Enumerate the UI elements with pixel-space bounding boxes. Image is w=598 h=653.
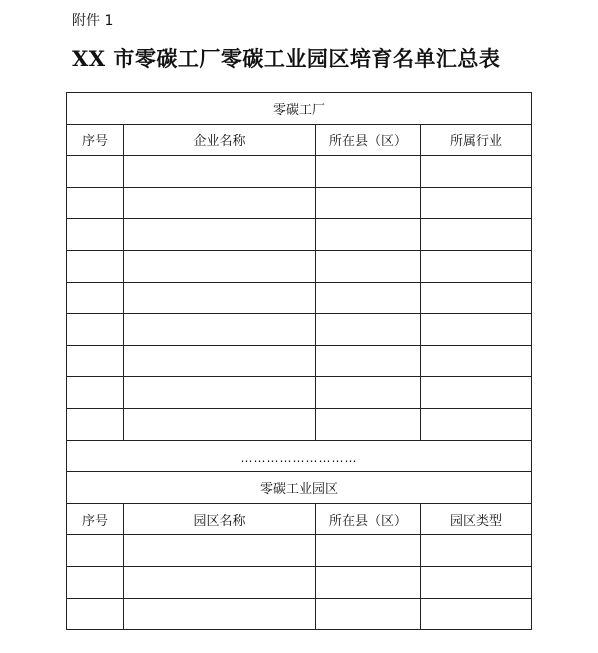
park-col-park-type: 园区类型: [421, 503, 532, 535]
factory-col-industry: 所属行业: [421, 124, 532, 156]
attachment-label: 附件 1: [72, 13, 114, 29]
factory-table-cell: [67, 250, 124, 282]
factory-table-cell: [124, 377, 316, 409]
factory-table-row: [67, 314, 532, 346]
factory-table-row: [67, 377, 532, 409]
factory-table-cell: [124, 282, 316, 314]
factory-table-cell: [316, 156, 421, 188]
factory-table-cell: [421, 282, 532, 314]
factory-table-cell: [421, 219, 532, 251]
factory-table-cell: [316, 377, 421, 409]
factory-table-cell: [316, 345, 421, 377]
factory-table-row: [67, 345, 532, 377]
park-col-index: 序号: [67, 503, 124, 535]
park-col-county: 所在县（区）: [316, 503, 421, 535]
factory-table-cell: [67, 314, 124, 346]
ellipsis-cell: [67, 440, 532, 472]
park-table-cell: [67, 535, 124, 567]
factory-table-cell: [316, 408, 421, 440]
park-table-cell: [124, 535, 316, 567]
factory-table-row: [67, 282, 532, 314]
park-table-cell: [421, 535, 532, 567]
factory-table-cell: [124, 156, 316, 188]
factory-table-cell: [421, 250, 532, 282]
factory-table-cell: [67, 345, 124, 377]
park-table-cell: [124, 598, 316, 630]
factory-table-cell: [421, 408, 532, 440]
factory-table-row: [67, 187, 532, 219]
document-title: XX 市零碳工厂零碳工业园区培育名单汇总表: [72, 46, 501, 71]
factory-table-cell: [316, 219, 421, 251]
factory-table-row: [67, 408, 532, 440]
park-table-row: [67, 598, 532, 630]
factory-table-cell: [124, 408, 316, 440]
park-table-cell: [421, 566, 532, 598]
park-section-heading: 零碳工业园区: [67, 472, 532, 504]
park-section-header-row: [67, 472, 532, 504]
factory-table-cell: [67, 187, 124, 219]
factory-table-cell: [67, 282, 124, 314]
factory-table-row: [67, 250, 532, 282]
factory-section-header-row: [67, 93, 532, 125]
park-table-cell: [316, 598, 421, 630]
factory-table-cell: [67, 408, 124, 440]
park-table-cell: [67, 598, 124, 630]
factory-table-cell: [421, 187, 532, 219]
factory-table-cell: [316, 314, 421, 346]
ellipsis-row: [67, 440, 532, 472]
factory-table-cell: [421, 345, 532, 377]
factory-table-cell: [124, 345, 316, 377]
park-table-cell: [421, 598, 532, 630]
park-table-row: [67, 566, 532, 598]
factory-table-cell: [421, 377, 532, 409]
park-table-cell: [67, 566, 124, 598]
summary-table: [66, 92, 532, 630]
factory-table-cell: [124, 187, 316, 219]
park-table-cell: [316, 566, 421, 598]
factory-col-company-name: 企业名称: [124, 124, 316, 156]
factory-table-cell: [67, 156, 124, 188]
factory-table-row: [67, 156, 532, 188]
factory-table-cell: [124, 219, 316, 251]
factory-table-cell: [124, 250, 316, 282]
factory-table-cell: [316, 250, 421, 282]
park-table-row: [67, 535, 532, 567]
factory-table-cell: [421, 314, 532, 346]
park-table-cell: [124, 566, 316, 598]
factory-section-heading: 零碳工厂: [67, 93, 532, 125]
ellipsis-text: ………………………: [240, 451, 358, 466]
factory-table-cell: [316, 187, 421, 219]
factory-table-cell: [421, 156, 532, 188]
factory-table-cell: [67, 377, 124, 409]
factory-table-cell: [124, 314, 316, 346]
factory-table-cell: [67, 219, 124, 251]
park-column-header-row: [67, 503, 532, 535]
factory-table-cell: [316, 282, 421, 314]
factory-col-index: 序号: [67, 124, 124, 156]
factory-col-county: 所在县（区）: [316, 124, 421, 156]
park-table-cell: [316, 535, 421, 567]
factory-column-header-row: [67, 124, 532, 156]
factory-table-row: [67, 219, 532, 251]
park-col-park-name: 园区名称: [124, 503, 316, 535]
